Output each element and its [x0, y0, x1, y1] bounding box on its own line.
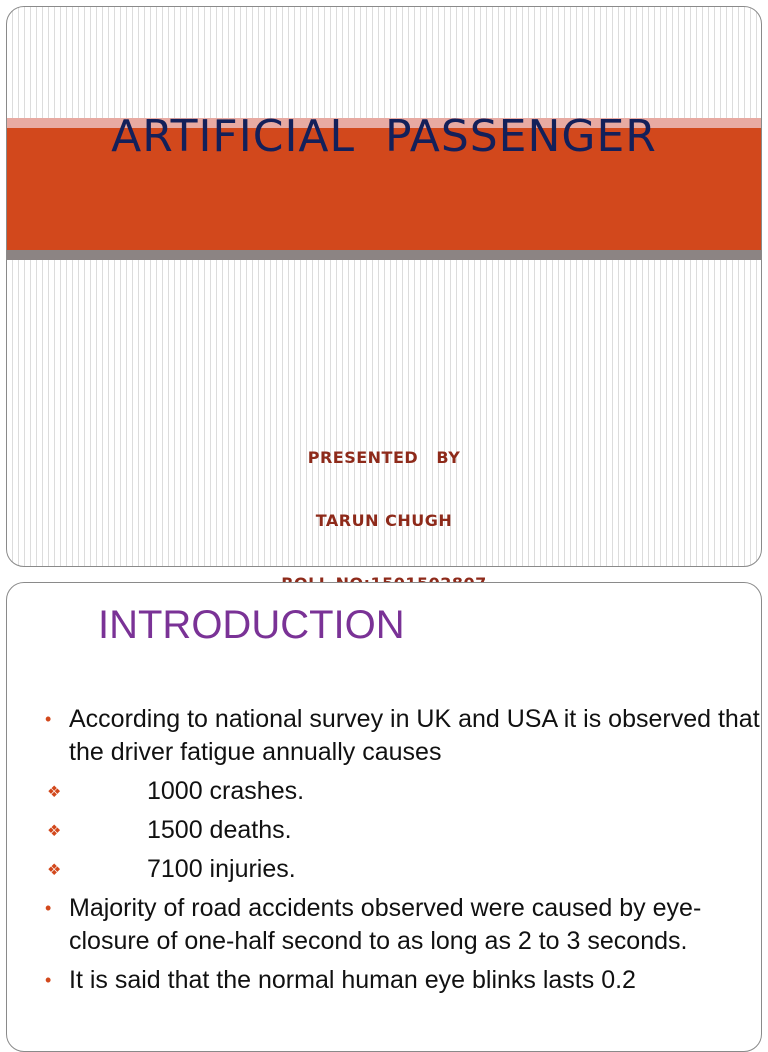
bullet-text: It is said that the normal human eye blinks lasts 0.2 [69, 966, 636, 994]
introduction-slide [6, 582, 762, 1052]
diamond-bullet-icon: ❖ [47, 862, 62, 879]
bullet-icon: • [45, 898, 52, 918]
sub-bullet-text: 1500 deaths. [147, 816, 292, 844]
sub-bullet-item [7, 814, 763, 847]
slide-title: ARTIFICIAL PASSENGER [111, 111, 657, 162]
presented-by-label: PRESENTED BY [307, 448, 461, 467]
bullet-item [7, 892, 763, 958]
diamond-bullet-icon: ❖ [47, 823, 62, 840]
sub-bullet-item [7, 775, 763, 808]
bullet-text: According to national survey in UK and USA it is observed that the driver fatigue annually causes [69, 705, 760, 766]
bullet-text: Majority of road accidents observed were caused by eye-closure of one-half second to as long as 2 to 3 seconds. [69, 894, 702, 955]
introduction-content [7, 703, 763, 1003]
sub-bullet-text: 1000 crashes. [147, 777, 305, 805]
sub-bullet-item [7, 853, 763, 886]
introduction-title: INTRODUCTION [98, 603, 405, 647]
title-band-bottom-stripe [7, 250, 761, 260]
bullet-item [7, 703, 763, 769]
bullet-item [7, 964, 763, 997]
title-slide [6, 6, 762, 567]
bullet-icon: • [45, 970, 52, 990]
diamond-bullet-icon: ❖ [47, 784, 62, 801]
bullet-icon: • [45, 709, 52, 729]
sub-bullet-text: 7100 injuries. [147, 855, 296, 883]
presenter-name: TARUN CHUGH [315, 511, 453, 530]
